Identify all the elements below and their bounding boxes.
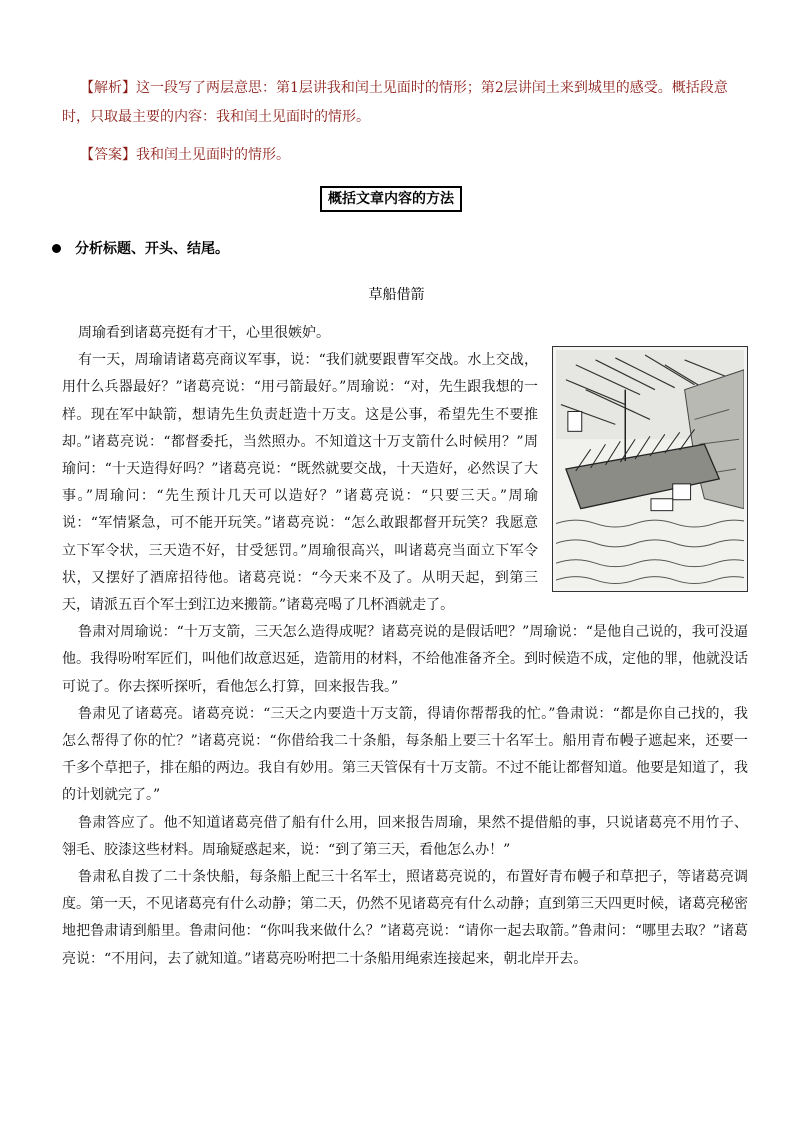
section-heading-box: 概括文章内容的方法 bbox=[320, 186, 462, 212]
story-body bbox=[62, 320, 748, 973]
analysis-paragraph bbox=[62, 74, 742, 132]
analysis-tag: 【解析】 bbox=[80, 80, 136, 96]
answer-paragraph bbox=[62, 143, 742, 167]
answer-tag: 【答案】 bbox=[80, 147, 136, 163]
bullet-dot-icon bbox=[52, 244, 61, 253]
story-paragraph: 鲁肃对周瑜说：“十万支箭，三天怎么造得成呢？诸葛亮说的是假话吧？”周瑜说：“是他自己说的，我可没逼他。我得吩咐军匠们，叫他们故意迟延，造箭用的材料，不给他准备齐全。到时候造不成，定他的罪，他就没话可说了。你去探听探听，看他怎么打算，回来报告我。” bbox=[62, 624, 748, 695]
analysis-text: 这一段写了两层意思：第1层讲我和闰土见面时的情形；第2层讲闰土来到城里的感受。概括段意时，只取最主要的内容：我和闰土见面时的情形。 bbox=[62, 80, 728, 125]
story-paragraph: 鲁肃私自拨了二十条快船，每条船上配三十名军士，照诸葛亮说的，布置好青布幔子和草把子，等诸葛亮调度。第一天，不见诸葛亮有什么动静；第二天，仍然不见诸葛亮有什么动静；直到第三天四更时候，诸葛亮秘密地把鲁肃请到船里。鲁肃问他：“你叫我来做什么？”诸葛亮说：“请你一起去取箭。”鲁肃问：“哪里去取？”诸葛亮说：“不用问，去了就知道。”诸葛亮吩咐把二十条船用绳索连接起来，朝北岸开去。 bbox=[62, 869, 748, 967]
story-paragraph: 有一天，周瑜请诸葛亮商议军事，说：“我们就要跟曹军交战。水上交战，用什么兵器最好？”诸葛亮说：“用弓箭最好。”周瑜说：“对，先生跟我想的一样。现在军中缺箭，想请先生负责赶造十万支。这是公事，希望先生不要推却。”诸葛亮说：“都督委托，当然照办。不知道这十万支箭什么时候用？”周瑜问：“十天造得好吗？”诸葛亮说：“既然就要交战，十天造好，必然误了大事。”周瑜问：“先生预计几天可以造好？”诸葛亮说：“只要三天。”周瑜说：“军情紧急，可不能开玩笑。”诸葛亮说：“怎么敢跟都督开玩笑？我愿意立下军令状，三天造不好，甘受惩罚。”周瑜很高兴，叫诸葛亮当面立下军令状，又摆好了酒席招待他。诸葛亮说：“今天来不及了。从明天起，到第三天，请派五百个军士到江边来搬箭。”诸葛亮喝了几杯酒就走了。 bbox=[62, 352, 538, 614]
story-paragraph: 鲁肃答应了。他不知道诸葛亮借了船有什么用，回来报告周瑜，果然不提借船的事，只说诸葛亮不用竹子、翎毛、胶漆这些材料。周瑜疑惑起来，说：“到了第三天，看他怎么办！” bbox=[62, 814, 748, 858]
story-paragraph: 鲁肃见了诸葛亮。诸葛亮说：“三天之内要造十万支箭，得请你帮帮我的忙。”鲁肃说：“都是你自己找的，我怎么帮得了你的忙？”诸葛亮说：“你借给我二十条船，每条船上要三十名军士。船用青布幔子遮起来，还要一千多个草把子，排在船的两边。我自有妙用。第三天管保有十万支箭。不过不能让都督知道。他要是知道了，我的计划就完了。” bbox=[62, 705, 748, 804]
story-title: 草船借箭 bbox=[368, 287, 425, 303]
bullet-text: 分析标题、开头、结尾。 bbox=[75, 241, 229, 257]
story-paragraph: 周瑜看到诸葛亮挺有才干，心里很嫉妒。 bbox=[78, 325, 330, 341]
answer-text: 我和闰土见面时的情形。 bbox=[136, 147, 290, 163]
boat-arrows-illustration-icon bbox=[552, 346, 748, 592]
bullet-point bbox=[52, 238, 229, 260]
